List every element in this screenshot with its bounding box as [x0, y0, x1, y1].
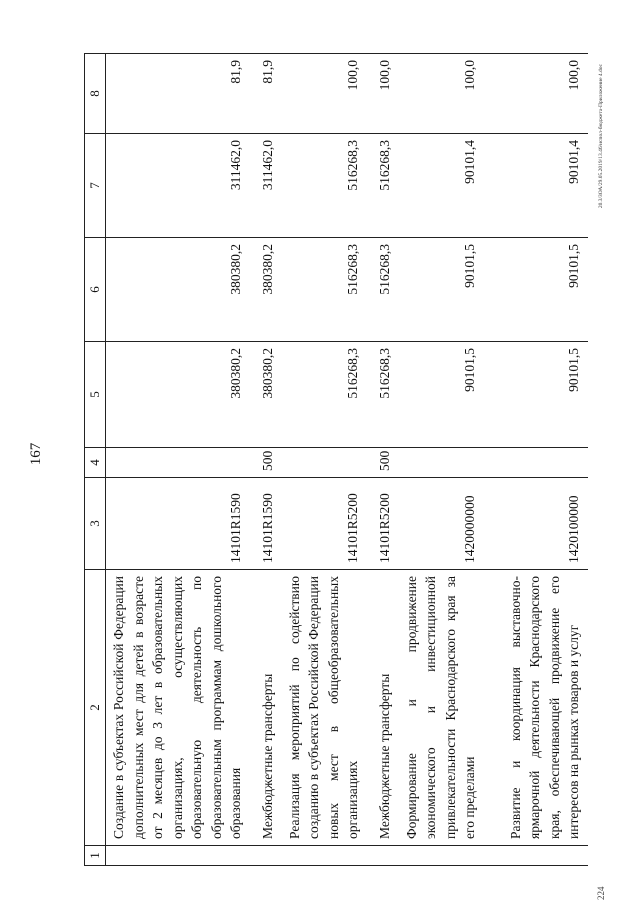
target-code: 14101R5200 [282, 478, 367, 570]
target-code: 1420100000 [484, 478, 588, 570]
expense-type [399, 448, 484, 478]
item-name: Реализация мероприятий по содействию созданию в субъектах Российской Федерации новых мест в общеобразовательных организациях [282, 570, 367, 846]
table-header-row [85, 54, 106, 866]
row-number-cell [250, 846, 282, 866]
item-name: Межбюджетные трансферты [250, 570, 282, 846]
executed-amount: 311462,0 [106, 134, 250, 238]
refined-amount: 380380,2 [106, 238, 250, 342]
item-name: Межбюджетные трансферты [367, 570, 399, 846]
refined-amount: 90101,5 [484, 238, 588, 342]
expense-type: 500 [367, 448, 399, 478]
target-code: 1420000000 [399, 478, 484, 570]
budget-table [84, 53, 588, 866]
table-row [282, 54, 367, 866]
column-header-7: 7 [85, 134, 106, 238]
target-code: 14101R1590 [250, 478, 282, 570]
row-number-cell [399, 846, 484, 866]
expense-type [106, 448, 250, 478]
executed-amount: 311462,0 [250, 134, 282, 238]
refined-amount: 90101,5 [399, 238, 484, 342]
executed-amount: 90101,4 [399, 134, 484, 238]
refined-amount: 516268,3 [367, 238, 399, 342]
execution-percent: 81,9 [106, 54, 250, 134]
table-row [106, 54, 250, 866]
column-header-6: 6 [85, 238, 106, 342]
approved-amount: 380380,2 [250, 342, 282, 448]
execution-percent: 100,0 [484, 54, 588, 134]
column-header-8: 8 [85, 54, 106, 134]
approved-amount: 90101,5 [484, 342, 588, 448]
execution-percent: 100,0 [367, 54, 399, 134]
approved-amount: 90101,5 [399, 342, 484, 448]
row-number-cell [282, 846, 367, 866]
refined-amount: 380380,2 [250, 238, 282, 342]
executed-amount: 516268,3 [367, 134, 399, 238]
column-header-2: 2 [85, 570, 106, 846]
file-path-footer: 20.3/ЗОА/29.05.2019/13.46/испол-бюджета-Приложение 4.doc [598, 64, 604, 209]
execution-percent: 100,0 [399, 54, 484, 134]
row-number-cell [106, 846, 250, 866]
item-name: Формирование и продвижение экономического и инвестиционной привлекательности Краснодарского края за его пределами [399, 570, 484, 846]
column-header-5: 5 [85, 342, 106, 448]
approved-amount: 516268,3 [282, 342, 367, 448]
table-row [484, 54, 588, 866]
row-number-cell [484, 846, 588, 866]
approved-amount: 516268,3 [367, 342, 399, 448]
execution-percent: 100,0 [282, 54, 367, 134]
table-row [367, 54, 399, 866]
item-name: Развитие и координация выставочно-ярмарочной деятельности Краснодарского края, обеспечивающей продвижение его интересов на рынках товаров и услуг [484, 570, 588, 846]
column-header-4: 4 [85, 448, 106, 478]
target-code: 14101R1590 [106, 478, 250, 570]
refined-amount: 516268,3 [282, 238, 367, 342]
expense-type [282, 448, 367, 478]
table-row [250, 54, 282, 866]
executed-amount: 90101,4 [484, 134, 588, 238]
executed-amount: 516268,3 [282, 134, 367, 238]
column-header-3: 3 [85, 478, 106, 570]
row-number-cell [367, 846, 399, 866]
expense-type: 500 [250, 448, 282, 478]
item-name: Создание в субъектах Российской Федерации дополнительных мест для детей в возрасте от 2 месяцев до 3 лет в образовательных организациях, осуществляющих образовательную деятельность по образовательным программам дошкольного образования [106, 570, 250, 846]
target-code: 14101R5200 [367, 478, 399, 570]
approved-amount: 380380,2 [106, 342, 250, 448]
page-number: 167 [28, 442, 44, 466]
bottom-page-mark: 224 [596, 886, 606, 900]
expense-type [484, 448, 588, 478]
table-row [399, 54, 484, 866]
execution-percent: 81,9 [250, 54, 282, 134]
column-header-1: 1 [85, 846, 106, 866]
